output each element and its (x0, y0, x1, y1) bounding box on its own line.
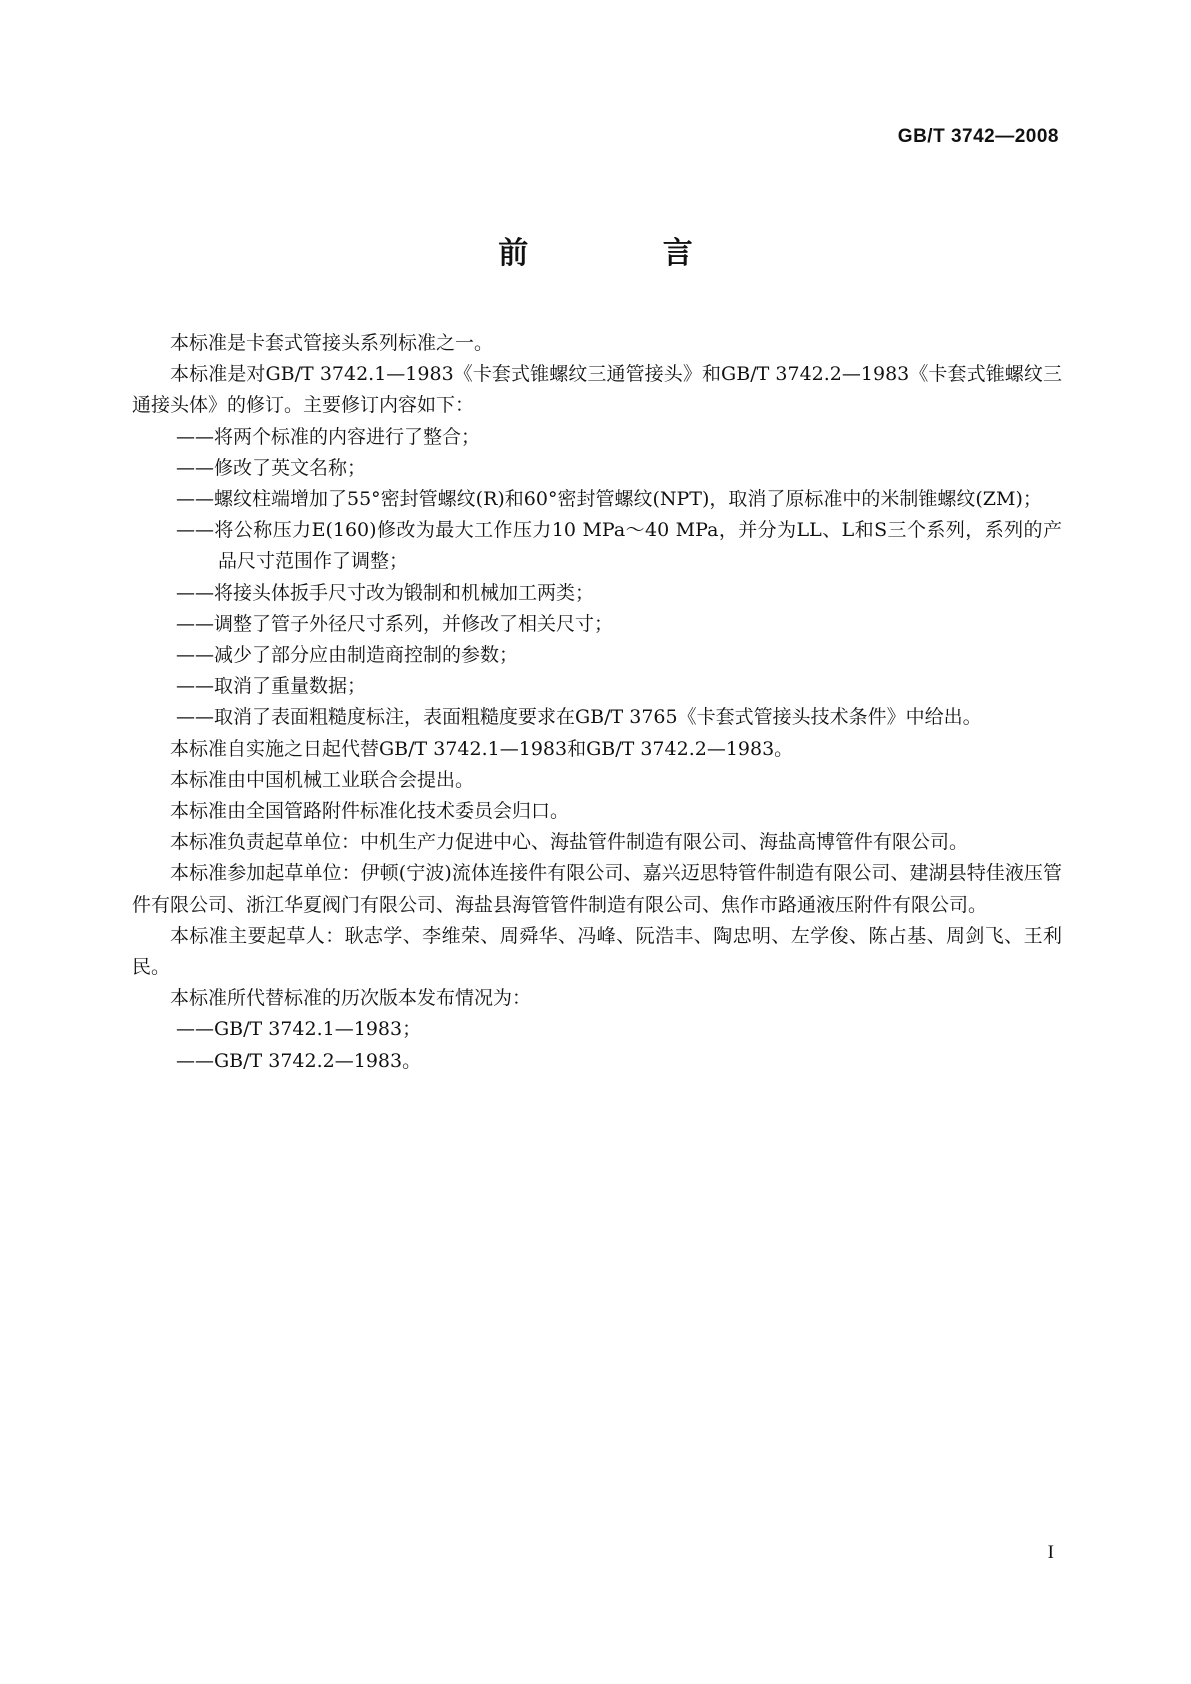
revision-item: ——螺纹柱端增加了55°密封管螺纹(R)和60°密封管螺纹(NPT)，取消了原标准中的米制锥螺纹(ZM)； (176, 488, 1042, 511)
page-title: 前 言 (498, 236, 755, 271)
paragraph: 本标准所代替标准的历次版本发布情况为： (170, 987, 532, 1010)
revision-item: ——取消了重量数据； (176, 675, 367, 698)
paragraph: 本标准由全国管路附件标准化技术委员会归口。 (170, 800, 570, 823)
paragraph: 本标准是卡套式管接头系列标准之一。 (170, 332, 494, 354)
foreword-body (132, 328, 1062, 1077)
history-item: ——GB/T 3742.2—1983。 (176, 1049, 422, 1072)
paragraph: 本标准自实施之日起代替GB/T 3742.1—1983和GB/T 3742.2—1983。 (170, 737, 794, 760)
paragraph: 本标准是对GB/T 3742.1—1983《卡套式锥螺纹三通管接头》和GB/T 3742.2—1983《卡套式锥螺纹三通接头体》的修订。主要修订内容如下： (132, 363, 1062, 417)
revision-item: ——减少了部分应由制造商控制的参数； (176, 644, 519, 667)
paragraph: 本标准参加起草单位：伊顿(宁波)流体连接件有限公司、嘉兴迈思特管件制造有限公司、建湖县特佳液压管件有限公司、浙江华夏阀门有限公司、海盐县海管管件制造有限公司、焦作市路通液压附件有限公司。 (132, 862, 1062, 916)
revision-item: ——将两个标准的内容进行了整合； (176, 425, 481, 448)
revision-item: ——将接头体扳手尺寸改为锻制和机械加工两类； (176, 581, 595, 604)
revision-item: ——将公称压力E(160)修改为最大工作压力10 MPa～40 MPa，并分为LL、L和S三个系列，系列的产品尺寸范围作了调整； (176, 519, 1062, 573)
paragraph: 本标准由中国机械工业联合会提出。 (170, 768, 475, 791)
paragraph: 本标准负责起草单位：中机生产力促进中心、海盐管件制造有限公司、海盐高博管件有限公司。 (170, 831, 969, 854)
revision-item: ——修改了英文名称； (176, 456, 367, 479)
standard-code: GB/T 3742—2008 (897, 126, 1059, 147)
history-item: ——GB/T 3742.1—1983； (176, 1018, 422, 1041)
revision-item: ——取消了表面粗糙度标注，表面粗糙度要求在GB/T 3765《卡套式管接头技术条件》中给出。 (176, 706, 982, 729)
page-number: I (1047, 1542, 1054, 1563)
revision-item: ——调整了管子外径尺寸系列，并修改了相关尺寸； (176, 612, 614, 635)
paragraph: 本标准主要起草人：耿志学、李维荣、周舜华、冯峰、阮浩丰、陶忠明、左学俊、陈占基、周剑飞、王利民。 (132, 924, 1062, 979)
